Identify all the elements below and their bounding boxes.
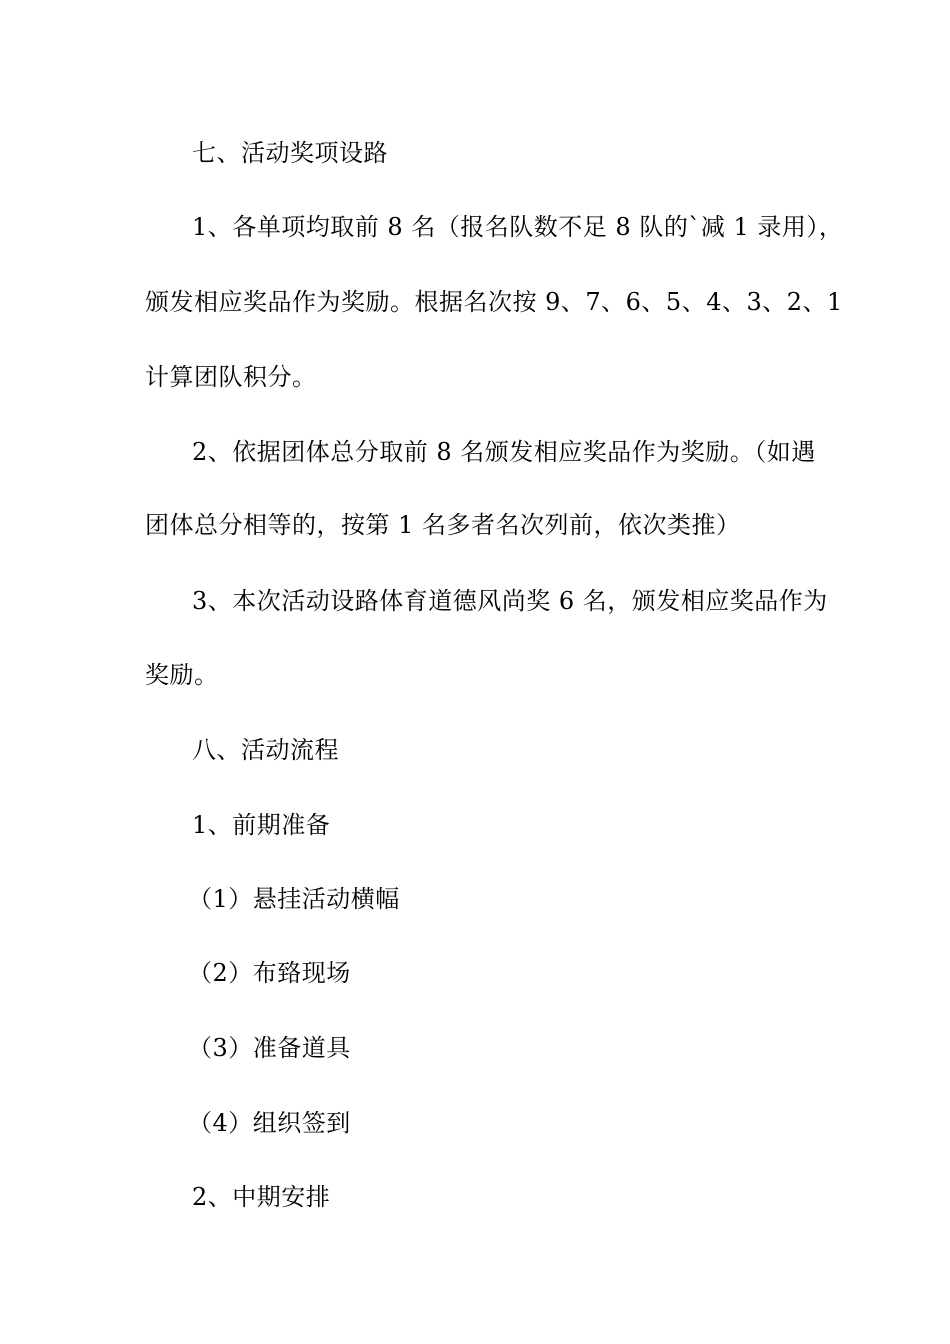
- step-sub-item-4: （4）组织签到: [188, 1109, 351, 1137]
- paragraph-item1-line1: 1、各单项均取前 8 名（报名队数不足 8 队的`减 1 录用），: [192, 213, 844, 241]
- step-heading-mid-arrangement: 2、中期安排: [192, 1183, 331, 1211]
- section-heading-process: 八、活动流程: [192, 736, 339, 764]
- paragraph-item3-line1: 3、本次活动设路体育道德风尚奖 6 名，颁发相应奖品作为: [192, 587, 828, 615]
- paragraph-item2-line2: 团体总分相等的，按第 1 名多者名次列前，依次类推）: [145, 511, 741, 539]
- paragraph-item1-line2: 颁发相应奖品作为奖励。根据名次按 9、7、6、5、4、3、2、1: [145, 288, 843, 316]
- paragraph-item1-line3: 计算团队积分。: [145, 363, 317, 391]
- step-sub-item-1: （1）悬挂活动横幅: [188, 885, 400, 913]
- paragraph-item2-line1: 2、依据团体总分取前 8 名颁发相应奖品作为奖励。（如遇: [192, 438, 816, 466]
- section-heading-awards: 七、活动奖项设路: [192, 139, 388, 167]
- paragraph-item3-line2: 奖励。: [145, 661, 219, 689]
- step-sub-item-2: （2）布臵现场: [188, 959, 351, 987]
- step-sub-item-3: （3）准备道具: [188, 1034, 351, 1062]
- step-heading-preparation: 1、前期准备: [192, 811, 331, 839]
